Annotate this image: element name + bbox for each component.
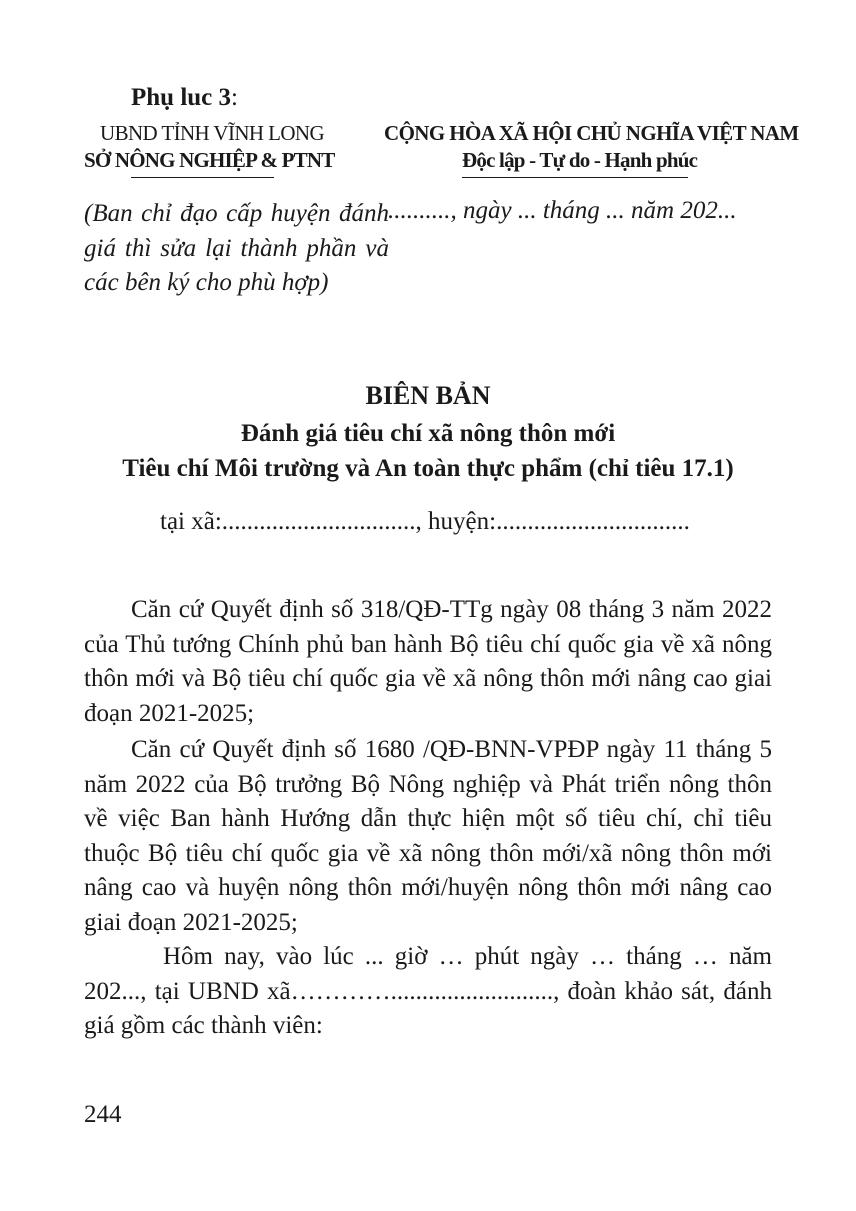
page-number: 244 xyxy=(84,1101,122,1128)
motto-underline xyxy=(462,177,688,178)
agency-underline xyxy=(131,177,274,178)
criteria-title: Tiêu chí Môi trường và An toàn thực phẩm (chỉ tiêu 17.1) xyxy=(122,455,734,482)
appendix-colon: : xyxy=(231,84,238,111)
paragraph-basis-1: Căn cứ Quyết định số 318/QĐ-TTg ngày 08 tháng 3 năm 2022 của Thủ tướng Chính phủ ban hành Bộ tiêu chí quốc gia về xã nông thôn mới và Bộ tiêu chí quốc gia về xã nông thôn mới nâng cao giai đoạn 2021-2025; xyxy=(84,596,772,727)
national-motto: Độc lập - Tự do - Hạnh phúc xyxy=(462,148,698,172)
document-subtitle: Đánh giá tiêu chí xã nông thôn mới xyxy=(240,420,616,447)
paragraph-meeting: Hôm nay, vào lúc ... giờ … phút ngày … tháng … năm 202..., tại UBND xã………….........................., đoàn khảo sát, đánh giá gồm các thành viên: xyxy=(84,943,772,1040)
national-title: CỘNG HÒA XÃ HỘI CHỦ NGHĨA VIỆT NAM xyxy=(384,121,799,145)
appendix-label xyxy=(131,84,238,112)
appendix-title: Phụ luc 3 xyxy=(131,84,232,111)
location-line: tại xã:..............................., huyện:............................... xyxy=(160,508,690,535)
instruction-note: (Ban chỉ đạo cấp huyện đánh giá thì sửa lại thành phần và các bên ký cho phù hợp) xyxy=(84,200,389,296)
agency-parent: UBND TỈNH VĨNH LONG xyxy=(100,121,325,145)
date-line: .........., ngày ... tháng ... năm 202... xyxy=(388,197,737,224)
paragraph-basis-2: Căn cứ Quyết định số 1680 /QĐ-BNN-VPĐP ngày 11 tháng 5 năm 2022 của Bộ trưởng Bộ Nông nghiệp và Phát triển nông thôn về việc Ban hành Hướng dẫn thực hiện một số tiêu chí, chỉ tiêu thuộc Bộ tiêu chí quốc gia về xã nông thôn mới/xã nông thôn mới nâng cao và huyện nông thôn mới/huyện nông thôn mới nâng cao giai đoạn 2021-2025; xyxy=(84,736,772,936)
document-title: BIÊN BẢN xyxy=(365,381,491,410)
agency-name: SỞ NÔNG NGHIỆP & PTNT xyxy=(84,148,335,172)
